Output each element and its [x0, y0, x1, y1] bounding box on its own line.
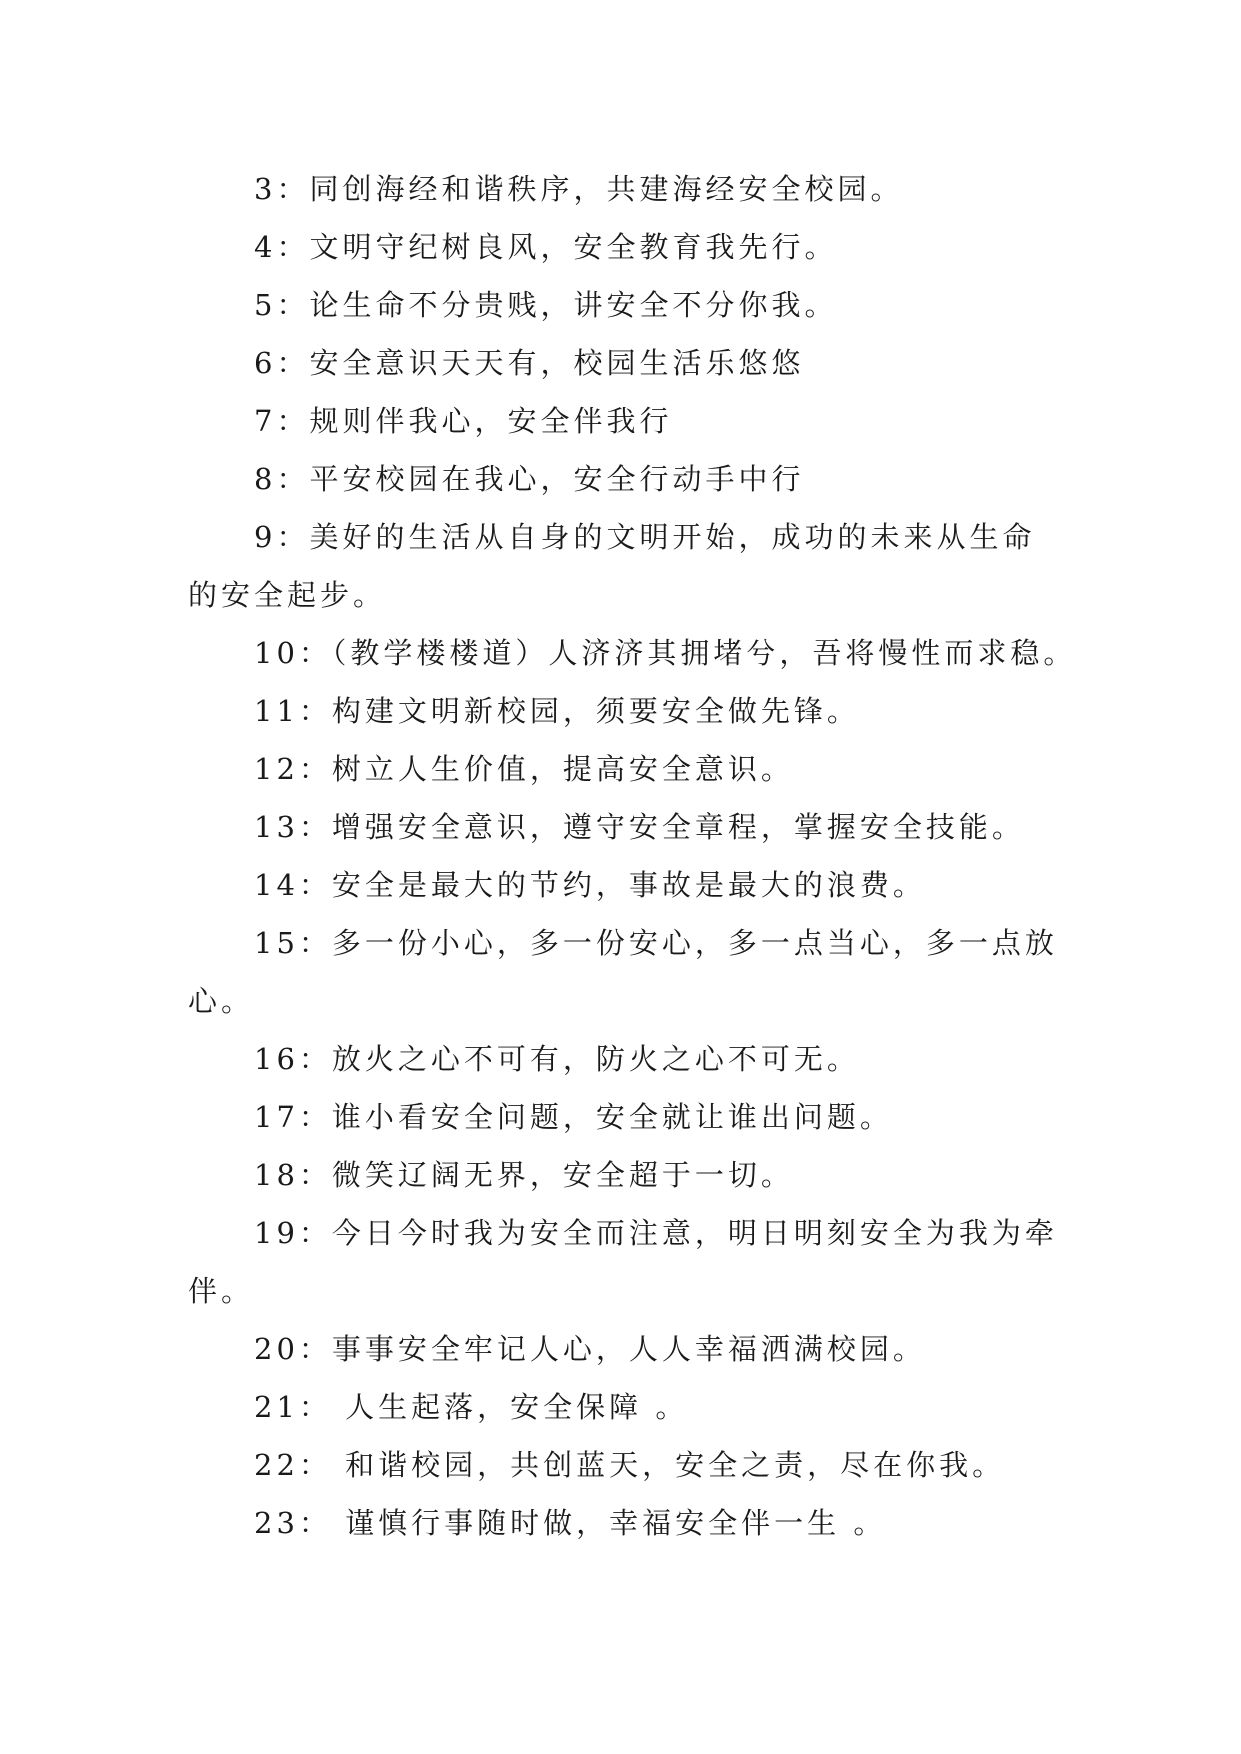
paragraph-10: 10：（教学楼楼道）人济济其拥堵兮，吾将慢性而求稳。: [254, 636, 1077, 670]
paragraph-5: 5：论生命不分贵贱，讲安全不分你我。: [254, 288, 838, 322]
paragraph-15: 15：多一份小心，多一份安心，多一点当心，多一点放: [254, 926, 1058, 960]
paragraph-22: 22： 和谐校园，共创蓝天，安全之责，尽在你我。: [254, 1448, 1006, 1482]
paragraph-19: 19：今日今时我为安全而注意，明日明刻安全为我为牵: [254, 1216, 1058, 1250]
paragraph-21: 21： 人生起落，安全保障 。: [254, 1390, 689, 1424]
paragraph-7: 7：规则伴我心，安全伴我行: [254, 404, 673, 438]
paragraph-17: 17：谁小看安全问题，安全就让谁出问题。: [254, 1100, 893, 1134]
paragraph-14: 14：安全是最大的节约，事故是最大的浪费。: [254, 868, 926, 902]
paragraph-9: 9：美好的生活从自身的文明开始，成功的未来从生命: [254, 520, 1036, 554]
paragraph-6: 6：安全意识天天有，校园生活乐悠悠: [254, 346, 805, 380]
paragraph-15-continuation: 心。: [188, 984, 255, 1018]
paragraph-18: 18：微笑辽阔无界，安全超于一切。: [254, 1158, 794, 1192]
paragraph-4: 4：文明守纪树良风，安全教育我先行。: [254, 230, 838, 264]
paragraph-9-continuation: 的安全起步。: [188, 578, 387, 612]
paragraph-16: 16：放火之心不可有，防火之心不可无。: [254, 1042, 860, 1076]
paragraph-20: 20：事事安全牢记人心，人人幸福洒满校园。: [254, 1332, 926, 1366]
document-body: [188, 160, 1077, 1552]
paragraph-23: 23： 谨慎行事随时做，幸福安全伴一生 。: [254, 1506, 887, 1540]
paragraph-11: 11：构建文明新校园，须要安全做先锋。: [254, 694, 860, 728]
paragraph-19-continuation: 伴。: [188, 1274, 255, 1308]
paragraph-13: 13：增强安全意识，遵守安全章程，掌握安全技能。: [254, 810, 1025, 844]
paragraph-3: 3：同创海经和谐秩序，共建海经安全校园。: [254, 172, 904, 206]
paragraph-8: 8：平安校园在我心，安全行动手中行: [254, 462, 805, 496]
paragraph-12: 12：树立人生价值，提高安全意识。: [254, 752, 794, 786]
